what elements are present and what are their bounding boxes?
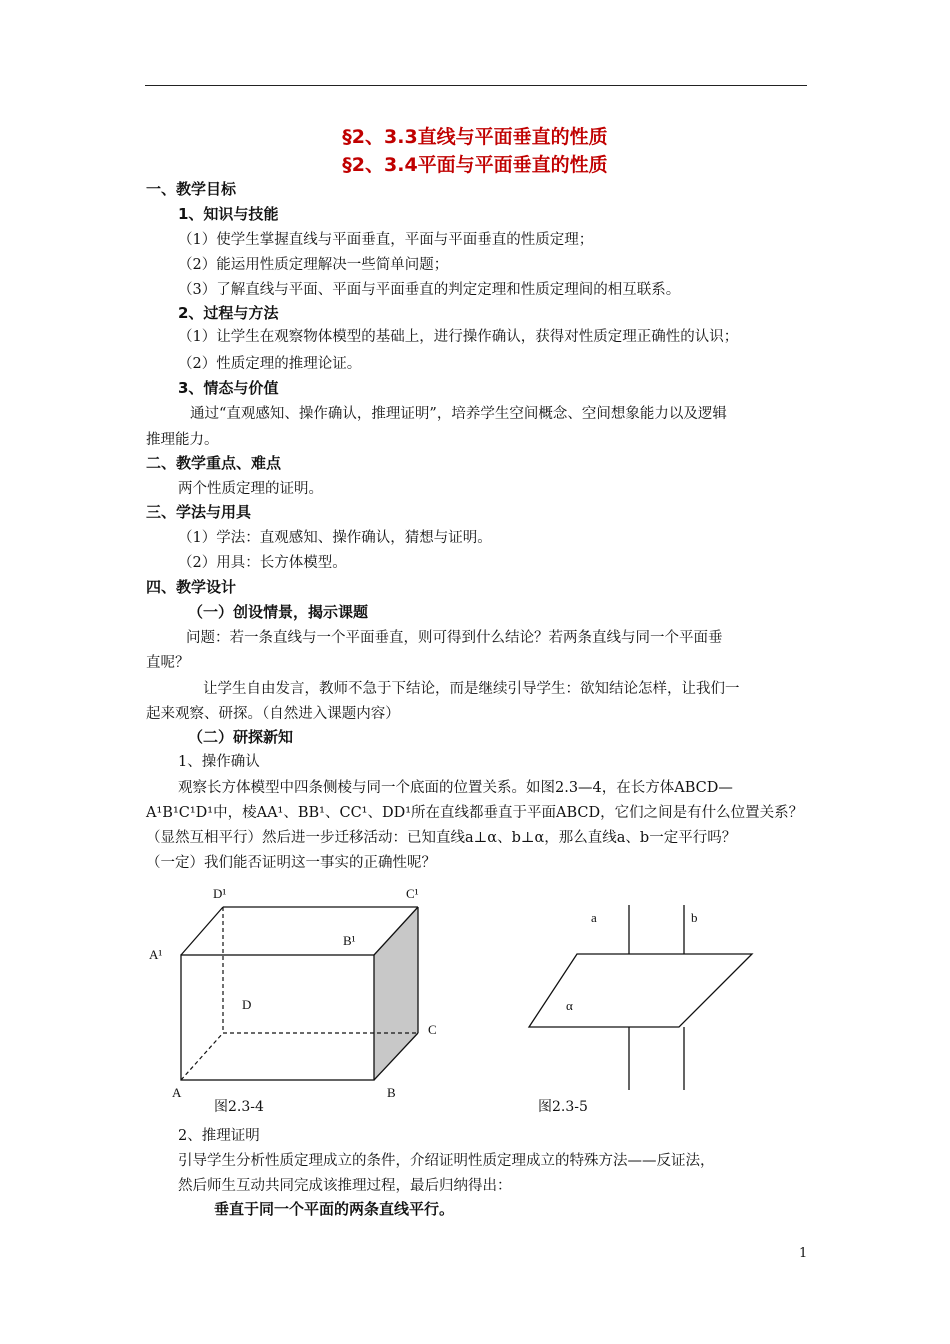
label-alpha: α: [566, 998, 573, 1013]
section-2-text: 两个性质定理的证明。: [178, 481, 323, 497]
section-3-item: （1）学法：直观感知、操作确认，猜想与证明。: [178, 530, 492, 546]
question-text: 问题：若一条直线与一个平面垂直，则可得到什么结论？若两条直线与同一个平面垂: [186, 630, 723, 646]
proof-text: 然后师生互动共同完成该推理过程，最后归纳得出：: [178, 1178, 512, 1194]
observation-text: （显然互相平行）然后进一步迁移活动：已知直线a⊥α、b⊥α，那么直线a、b一定平行吗？: [146, 830, 737, 846]
question-text: 直呢？: [146, 655, 190, 671]
proof-text: 引导学生分析性质定理成立的条件，介绍证明性质定理成立的特殊方法——反证法，: [178, 1153, 715, 1169]
observation-text: 观察长方体模型中四条侧棱与同一个底面的位置关系。如图2.3—4，在长方体ABCD—: [178, 780, 733, 796]
figure-plane-caption: 图2.3-5: [538, 1099, 588, 1115]
section-4-sub-1: （一）创设情景，揭示课题: [188, 603, 369, 621]
section-1-sub-3: 3、情态与价值: [178, 379, 279, 397]
section-1-sub-1: 1、知识与技能: [178, 205, 279, 223]
observation-text: （一定）我们能否证明这一事实的正确性呢？: [146, 855, 436, 871]
title-line-1: §2、3.3直线与平面垂直的性质: [342, 126, 608, 148]
section-1-text: 通过“直观感知、操作确认，推理证明”，培养学生空间概念、空间想象能力以及逻辑: [190, 406, 727, 422]
label-A1: A¹: [149, 947, 163, 962]
section-1-text: 推理能力。: [146, 432, 219, 448]
section-1-item: （3）了解直线与平面、平面与平面垂直的判定定理和性质定理间的相互联系。: [178, 282, 681, 298]
label-D1: D¹: [213, 886, 227, 901]
label-C: C: [428, 1022, 437, 1037]
conclusion-text: 垂直于同一个平面的两条直线平行。: [214, 1200, 455, 1218]
section-1-sub-2: 2、过程与方法: [178, 304, 279, 322]
label-D: D: [242, 997, 252, 1012]
response-text: 起来观察、研探。（自然进入课题内容）: [146, 706, 400, 722]
section-2-heading: 二、教学重点、难点: [146, 454, 282, 472]
section-1-heading: 一、教学目标: [146, 180, 237, 198]
section-1-item: （2）性质定理的推理论证。: [178, 356, 362, 372]
figure-plane: [529, 905, 752, 1090]
section-3-heading: 三、学法与用具: [146, 503, 252, 521]
operation-title: 1、操作确认: [178, 754, 260, 770]
plane-alpha: [529, 954, 752, 1027]
label-A: A: [172, 1085, 182, 1100]
cuboid-front-face: [181, 955, 374, 1080]
label-B: B: [387, 1085, 396, 1100]
page-number: 1: [799, 1246, 808, 1261]
section-4-sub-2: （二）研探新知: [188, 728, 294, 746]
title-line-2: §2、3.4平面与平面垂直的性质: [342, 154, 608, 176]
section-4-heading: 四、教学设计: [146, 578, 237, 596]
cuboid-side-face: [374, 907, 418, 1080]
label-C1: C¹: [406, 886, 419, 901]
section-3-item: （2）用具：长方体模型。: [178, 555, 347, 571]
section-1-item: （2）能运用性质定理解决一些简单问题；: [178, 257, 449, 273]
observation-text: A¹B¹C¹D¹中，棱AA¹、BB¹、CC¹、DD¹所在直线都垂直于平面ABCD，它们之间是有什么位置关系？: [146, 805, 804, 821]
label-a: a: [591, 910, 597, 925]
figure-cuboid-caption: 图2.3-4: [214, 1099, 264, 1115]
section-1-item: （1）使学生掌握直线与平面垂直，平面与平面垂直的性质定理；: [178, 232, 594, 248]
response-text: 让学生自由发言，教师不急于下结论，而是继续引导学生：欲知结论怎样，让我们一: [203, 681, 740, 697]
label-b: b: [691, 910, 698, 925]
section-1-item: （1）让学生在观察物体模型的基础上，进行操作确认，获得对性质定理正确性的认识；: [178, 329, 739, 345]
label-B1: B¹: [343, 933, 356, 948]
proof-title: 2、推理证明: [178, 1128, 260, 1144]
